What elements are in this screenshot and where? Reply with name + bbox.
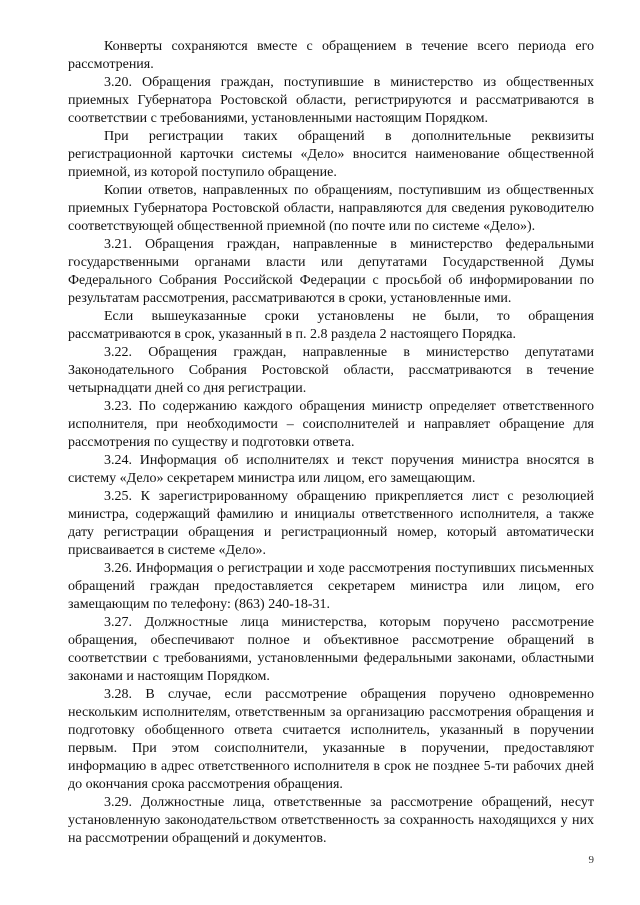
paragraph-3-23: 3.23. По содержанию каждого обращения министр определяет ответственного исполнителя, при необходимости – соисполнителей и направляет обращение для рассмотрения по существу и подготовки ответа.: [68, 399, 594, 450]
paragraph-3-25: 3.25. К зарегистрированному обращению прикрепляется лист с резолюцией министра, содержащий фамилию и инициалы ответственного исполнителя, а также дату регистрации обращения и регистрационный номер, который автоматически присваивается в системе «Дело».: [68, 489, 594, 558]
paragraph-3-29: 3.29. Должностные лица, ответственные за рассмотрение обращений, несут установленную законодательством ответственность за сохранность находящихся у них на рассмотрении обращений и документов.: [68, 795, 594, 846]
page-number: 9: [588, 854, 594, 866]
document-body: [68, 38, 594, 848]
paragraph-3-27: 3.27. Должностные лица министерства, которым поручено рассмотрение обращения, обеспечивают полное и объективное рассмотрение обращений в соответствии с требованиями, установленными федеральными законами, областными законами и настоящим Порядком.: [68, 615, 594, 684]
paragraph-3-24: 3.24. Информация об исполнителях и текст поручения министра вносятся в систему «Дело» секретарем министра или лицом, его замещающим.: [68, 453, 594, 486]
paragraph-3-28: 3.28. В случае, если рассмотрение обращения поручено одновременно нескольким исполнителям, ответственным за организацию рассмотрения обращения и подготовку обобщенного ответа считается исполнитель, указанный в поручении первым. При этом соисполнители, указанные в поручении, предоставляют информацию в адрес ответственного исполнителя в срок не позднее 5-ти рабочих дней до окончания срока рассмотрения обращения.: [68, 687, 594, 792]
paragraph-3-21: 3.21. Обращения граждан, направленные в министерство федеральными государственными органами власти или депутатами Государственной Думы Федерального Собрания Российской Федерации с просьбой об информировании по результатам рассмотрения, рассматриваются в сроки, установленные ими.: [68, 237, 594, 306]
paragraph-registration-details: При регистрации таких обращений в дополнительные реквизиты регистрационной карточки системы «Дело» вносится наименование общественной приемной, из которой поступило обращение.: [68, 129, 594, 180]
paragraph-response-copies: Копии ответов, направленных по обращениям, поступившим из общественных приемных Губернатора Ростовской области, направляются для сведения руководителю соответствующей общественной приемной (по почте или по системе «Дело»).: [68, 183, 594, 234]
paragraph-envelopes: Конверты сохраняются вместе с обращением в течение всего периода его рассмотрения.: [68, 39, 594, 72]
paragraph-deadlines: Если вышеуказанные сроки установлены не были, то обращения рассматриваются в срок, указанный в п. 2.8 раздела 2 настоящего Порядка.: [68, 309, 594, 342]
paragraph-3-22: 3.22. Обращения граждан, направленные в министерство депутатами Законодательного Собрания Ростовской области, рассматриваются в течение четырнадцати дней со дня регистрации.: [68, 345, 594, 396]
paragraph-3-26: 3.26. Информация о регистрации и ходе рассмотрения поступивших письменных обращений граждан предоставляется секретарем министра или лицом, его замещающим по телефону: (863) 240-18-31.: [68, 561, 594, 612]
paragraph-3-20: 3.20. Обращения граждан, поступившие в министерство из общественных приемных Губернатора Ростовской области, регистрируются и рассматриваются в соответствии с требованиями, установленными настоящим Порядком.: [68, 75, 594, 126]
